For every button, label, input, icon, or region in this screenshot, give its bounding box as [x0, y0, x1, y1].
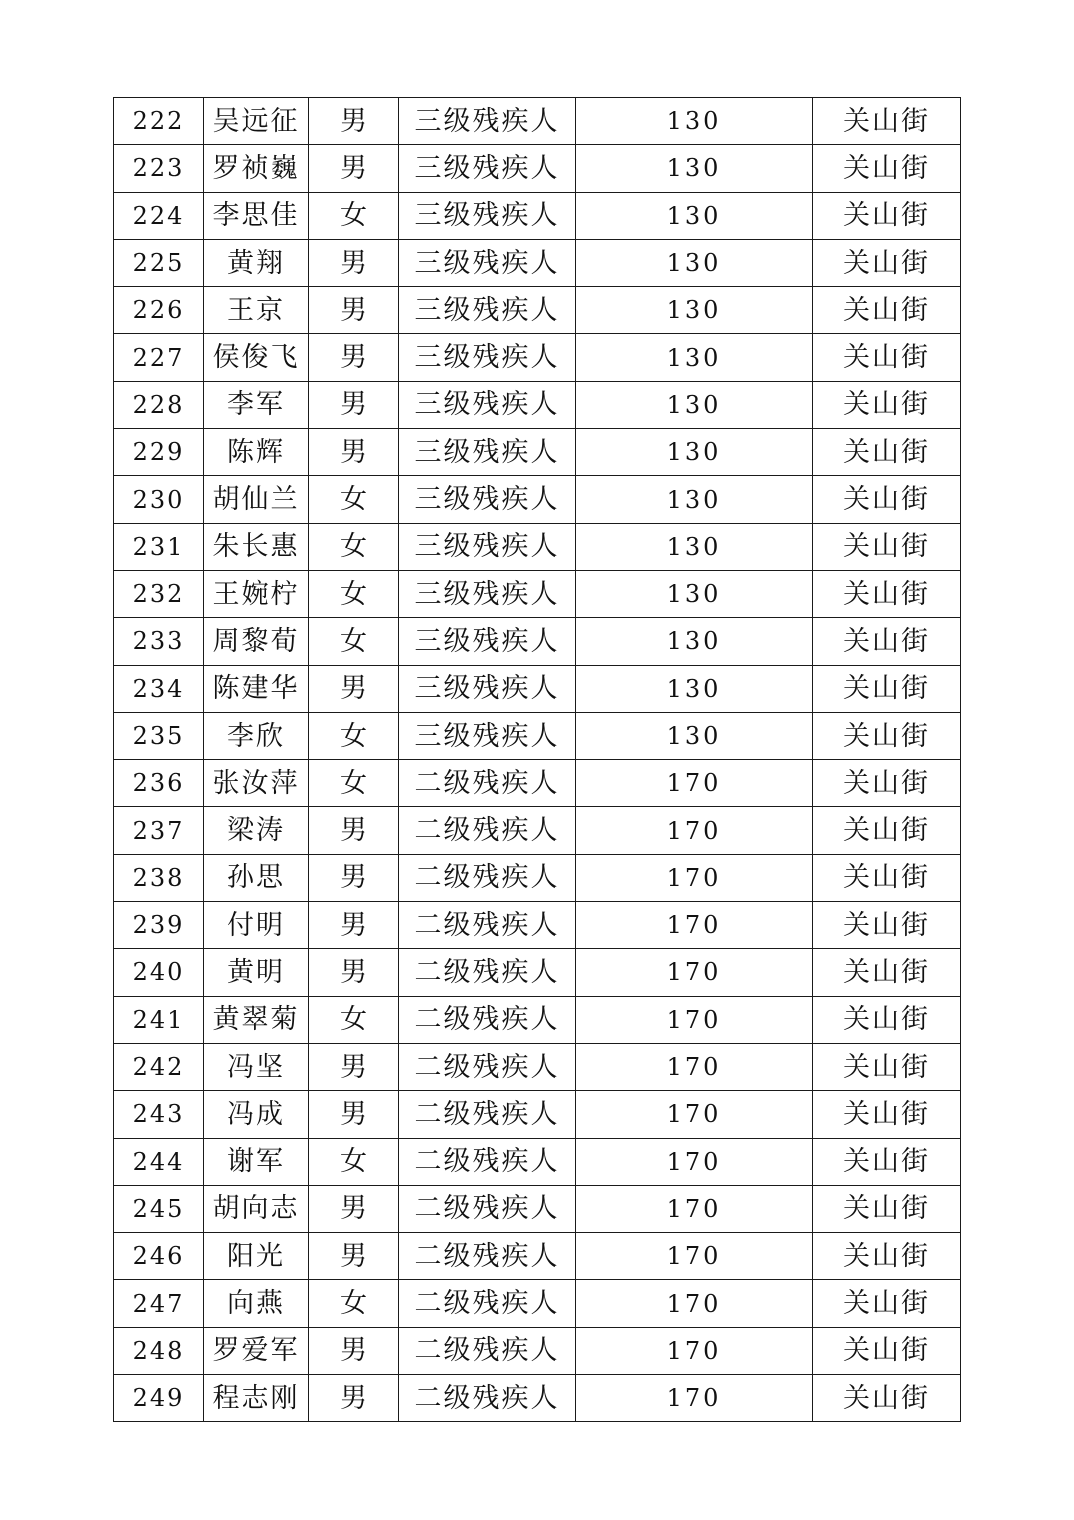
row-number-cell: 231 [114, 523, 204, 570]
gender-cell: 女 [309, 1138, 399, 1185]
row-number-cell: 228 [114, 381, 204, 428]
street-cell: 关山街 [813, 287, 961, 334]
gender-cell: 男 [309, 334, 399, 381]
amount-cell: 170 [576, 1138, 813, 1185]
table-row [114, 476, 961, 523]
row-number-cell: 249 [114, 1375, 204, 1422]
street-cell: 关山街 [813, 1138, 961, 1185]
name-cell: 张汝萍 [204, 760, 309, 807]
name-cell: 罗爱军 [204, 1327, 309, 1374]
street-cell: 关山街 [813, 429, 961, 476]
table-row [114, 1375, 961, 1422]
disability-level-cell: 二级残疾人 [399, 1375, 576, 1422]
table-row [114, 1233, 961, 1280]
roster-table-body [114, 98, 961, 1422]
gender-cell: 女 [309, 1280, 399, 1327]
name-cell: 吴远征 [204, 98, 309, 145]
row-number-cell: 236 [114, 760, 204, 807]
gender-cell: 男 [309, 949, 399, 996]
table-row [114, 1280, 961, 1327]
name-cell: 罗祯巍 [204, 145, 309, 192]
name-cell: 谢军 [204, 1138, 309, 1185]
table-row [114, 902, 961, 949]
name-cell: 王婉柠 [204, 570, 309, 617]
disability-level-cell: 三级残疾人 [399, 381, 576, 428]
disability-level-cell: 二级残疾人 [399, 949, 576, 996]
amount-cell: 170 [576, 949, 813, 996]
street-cell: 关山街 [813, 618, 961, 665]
row-number-cell: 223 [114, 145, 204, 192]
gender-cell: 男 [309, 239, 399, 286]
table-row [114, 996, 961, 1043]
table-row [114, 665, 961, 712]
amount-cell: 130 [576, 98, 813, 145]
amount-cell: 170 [576, 996, 813, 1043]
gender-cell: 男 [309, 145, 399, 192]
amount-cell: 170 [576, 854, 813, 901]
table-row [114, 429, 961, 476]
table-row [114, 712, 961, 759]
amount-cell: 130 [576, 523, 813, 570]
name-cell: 孙思 [204, 854, 309, 901]
disability-level-cell: 二级残疾人 [399, 1233, 576, 1280]
gender-cell: 男 [309, 429, 399, 476]
disability-level-cell: 三级残疾人 [399, 665, 576, 712]
disability-level-cell: 三级残疾人 [399, 239, 576, 286]
roster-table [113, 97, 961, 1422]
disability-level-cell: 二级残疾人 [399, 996, 576, 1043]
name-cell: 冯成 [204, 1091, 309, 1138]
row-number-cell: 229 [114, 429, 204, 476]
row-number-cell: 245 [114, 1185, 204, 1232]
street-cell: 关山街 [813, 760, 961, 807]
row-number-cell: 248 [114, 1327, 204, 1374]
gender-cell: 女 [309, 996, 399, 1043]
disability-level-cell: 二级残疾人 [399, 1185, 576, 1232]
street-cell: 关山街 [813, 807, 961, 854]
gender-cell: 女 [309, 570, 399, 617]
table-row [114, 98, 961, 145]
name-cell: 胡向志 [204, 1185, 309, 1232]
amount-cell: 170 [576, 1091, 813, 1138]
row-number-cell: 230 [114, 476, 204, 523]
table-row [114, 523, 961, 570]
gender-cell: 女 [309, 712, 399, 759]
name-cell: 黄翔 [204, 239, 309, 286]
disability-level-cell: 二级残疾人 [399, 1138, 576, 1185]
gender-cell: 男 [309, 1233, 399, 1280]
table-row [114, 1091, 961, 1138]
amount-cell: 130 [576, 287, 813, 334]
row-number-cell: 226 [114, 287, 204, 334]
amount-cell: 130 [576, 476, 813, 523]
street-cell: 关山街 [813, 665, 961, 712]
table-row [114, 145, 961, 192]
disability-level-cell: 三级残疾人 [399, 618, 576, 665]
row-number-cell: 238 [114, 854, 204, 901]
gender-cell: 女 [309, 476, 399, 523]
table-row [114, 854, 961, 901]
disability-level-cell: 二级残疾人 [399, 1043, 576, 1090]
street-cell: 关山街 [813, 996, 961, 1043]
table-row [114, 949, 961, 996]
name-cell: 陈辉 [204, 429, 309, 476]
table-row [114, 192, 961, 239]
disability-level-cell: 三级残疾人 [399, 192, 576, 239]
table-row [114, 807, 961, 854]
amount-cell: 130 [576, 192, 813, 239]
amount-cell: 170 [576, 1043, 813, 1090]
name-cell: 阳光 [204, 1233, 309, 1280]
row-number-cell: 225 [114, 239, 204, 286]
amount-cell: 130 [576, 618, 813, 665]
disability-level-cell: 三级残疾人 [399, 476, 576, 523]
disability-level-cell: 二级残疾人 [399, 1327, 576, 1374]
amount-cell: 170 [576, 1233, 813, 1280]
street-cell: 关山街 [813, 570, 961, 617]
name-cell: 向燕 [204, 1280, 309, 1327]
gender-cell: 男 [309, 1185, 399, 1232]
gender-cell: 男 [309, 665, 399, 712]
name-cell: 冯坚 [204, 1043, 309, 1090]
amount-cell: 170 [576, 1185, 813, 1232]
table-row [114, 760, 961, 807]
row-number-cell: 246 [114, 1233, 204, 1280]
disability-level-cell: 三级残疾人 [399, 523, 576, 570]
row-number-cell: 237 [114, 807, 204, 854]
row-number-cell: 235 [114, 712, 204, 759]
amount-cell: 130 [576, 570, 813, 617]
disability-level-cell: 二级残疾人 [399, 854, 576, 901]
amount-cell: 130 [576, 145, 813, 192]
gender-cell: 男 [309, 287, 399, 334]
amount-cell: 170 [576, 1375, 813, 1422]
gender-cell: 男 [309, 1043, 399, 1090]
amount-cell: 130 [576, 665, 813, 712]
gender-cell: 女 [309, 618, 399, 665]
row-number-cell: 234 [114, 665, 204, 712]
name-cell: 李欣 [204, 712, 309, 759]
amount-cell: 170 [576, 1280, 813, 1327]
name-cell: 侯俊飞 [204, 334, 309, 381]
gender-cell: 女 [309, 523, 399, 570]
name-cell: 王京 [204, 287, 309, 334]
row-number-cell: 233 [114, 618, 204, 665]
name-cell: 李军 [204, 381, 309, 428]
row-number-cell: 227 [114, 334, 204, 381]
disability-level-cell: 三级残疾人 [399, 712, 576, 759]
disability-level-cell: 二级残疾人 [399, 1091, 576, 1138]
disability-level-cell: 三级残疾人 [399, 570, 576, 617]
amount-cell: 130 [576, 334, 813, 381]
street-cell: 关山街 [813, 1185, 961, 1232]
table-row [114, 381, 961, 428]
amount-cell: 130 [576, 381, 813, 428]
disability-level-cell: 三级残疾人 [399, 98, 576, 145]
street-cell: 关山街 [813, 949, 961, 996]
row-number-cell: 222 [114, 98, 204, 145]
amount-cell: 130 [576, 712, 813, 759]
table-row [114, 1138, 961, 1185]
name-cell: 胡仙兰 [204, 476, 309, 523]
street-cell: 关山街 [813, 98, 961, 145]
street-cell: 关山街 [813, 381, 961, 428]
name-cell: 黄翠菊 [204, 996, 309, 1043]
disability-level-cell: 二级残疾人 [399, 760, 576, 807]
disability-level-cell: 二级残疾人 [399, 807, 576, 854]
disability-level-cell: 三级残疾人 [399, 145, 576, 192]
name-cell: 朱长惠 [204, 523, 309, 570]
row-number-cell: 224 [114, 192, 204, 239]
row-number-cell: 241 [114, 996, 204, 1043]
disability-level-cell: 三级残疾人 [399, 334, 576, 381]
amount-cell: 130 [576, 429, 813, 476]
street-cell: 关山街 [813, 1375, 961, 1422]
table-row [114, 570, 961, 617]
name-cell: 付明 [204, 902, 309, 949]
name-cell: 李思佳 [204, 192, 309, 239]
table-row [114, 287, 961, 334]
name-cell: 程志刚 [204, 1375, 309, 1422]
gender-cell: 女 [309, 192, 399, 239]
row-number-cell: 244 [114, 1138, 204, 1185]
gender-cell: 男 [309, 98, 399, 145]
table-row [114, 618, 961, 665]
row-number-cell: 243 [114, 1091, 204, 1138]
row-number-cell: 242 [114, 1043, 204, 1090]
gender-cell: 男 [309, 1375, 399, 1422]
table-row [114, 1185, 961, 1232]
row-number-cell: 239 [114, 902, 204, 949]
street-cell: 关山街 [813, 712, 961, 759]
street-cell: 关山街 [813, 1280, 961, 1327]
street-cell: 关山街 [813, 902, 961, 949]
street-cell: 关山街 [813, 1043, 961, 1090]
row-number-cell: 247 [114, 1280, 204, 1327]
street-cell: 关山街 [813, 476, 961, 523]
name-cell: 陈建华 [204, 665, 309, 712]
gender-cell: 男 [309, 854, 399, 901]
street-cell: 关山街 [813, 334, 961, 381]
gender-cell: 男 [309, 1327, 399, 1374]
name-cell: 周黎荀 [204, 618, 309, 665]
street-cell: 关山街 [813, 1327, 961, 1374]
disability-level-cell: 二级残疾人 [399, 902, 576, 949]
amount-cell: 170 [576, 1327, 813, 1374]
row-number-cell: 240 [114, 949, 204, 996]
amount-cell: 170 [576, 760, 813, 807]
gender-cell: 男 [309, 381, 399, 428]
street-cell: 关山街 [813, 1091, 961, 1138]
name-cell: 梁涛 [204, 807, 309, 854]
disability-level-cell: 三级残疾人 [399, 429, 576, 476]
gender-cell: 女 [309, 760, 399, 807]
street-cell: 关山街 [813, 145, 961, 192]
gender-cell: 男 [309, 902, 399, 949]
amount-cell: 170 [576, 807, 813, 854]
street-cell: 关山街 [813, 192, 961, 239]
table-row [114, 239, 961, 286]
disability-level-cell: 三级残疾人 [399, 287, 576, 334]
street-cell: 关山街 [813, 239, 961, 286]
gender-cell: 男 [309, 1091, 399, 1138]
table-row [114, 334, 961, 381]
name-cell: 黄明 [204, 949, 309, 996]
amount-cell: 130 [576, 239, 813, 286]
street-cell: 关山街 [813, 1233, 961, 1280]
table-row [114, 1043, 961, 1090]
amount-cell: 170 [576, 902, 813, 949]
row-number-cell: 232 [114, 570, 204, 617]
street-cell: 关山街 [813, 523, 961, 570]
disability-level-cell: 二级残疾人 [399, 1280, 576, 1327]
street-cell: 关山街 [813, 854, 961, 901]
gender-cell: 男 [309, 807, 399, 854]
table-row [114, 1327, 961, 1374]
